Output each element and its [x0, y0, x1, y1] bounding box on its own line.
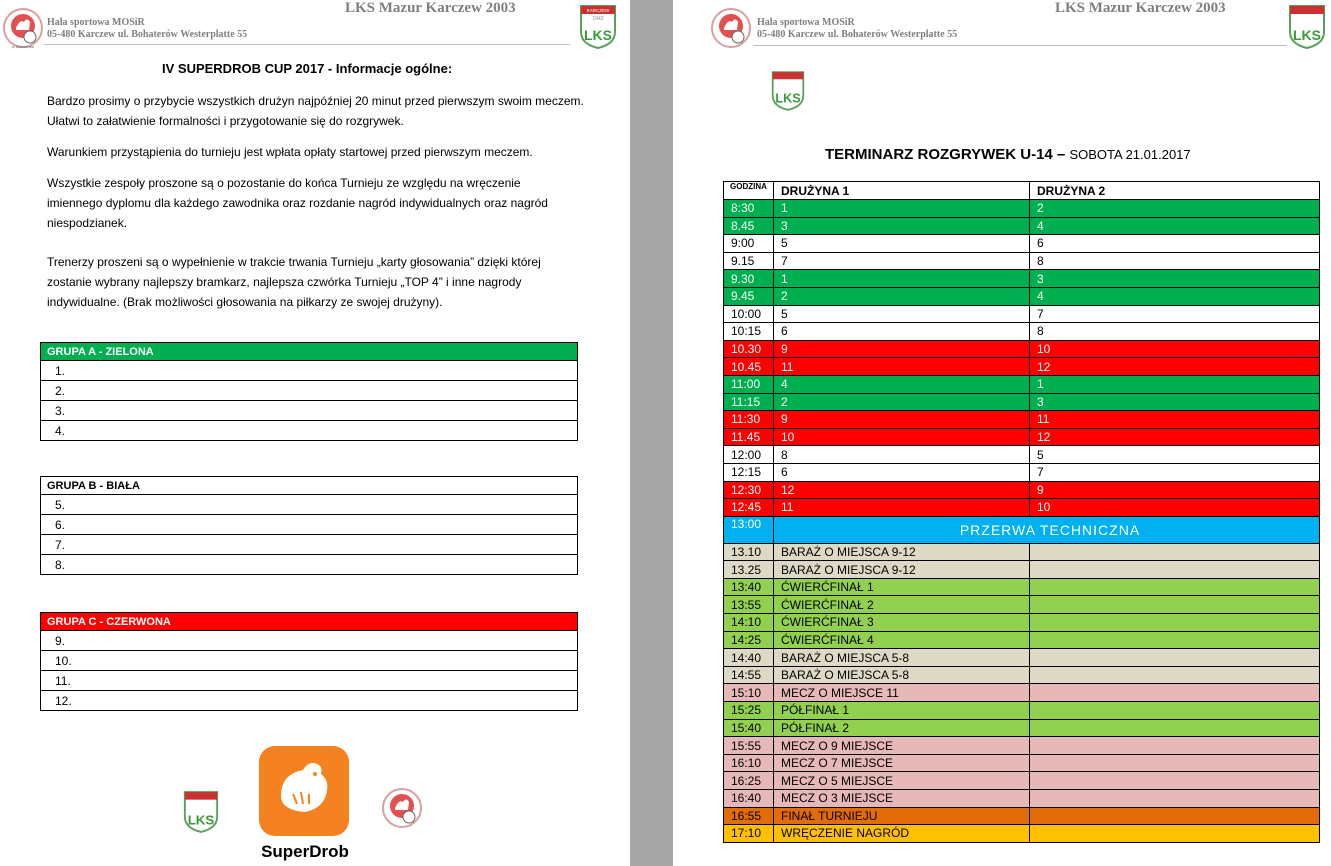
schedule-row [724, 446, 1320, 464]
team1-cell: 1 [774, 200, 1030, 218]
schedule-row [724, 596, 1320, 614]
lks-mazur-logo [182, 790, 220, 834]
team2-cell [1030, 737, 1320, 755]
team2-cell: 6 [1030, 235, 1320, 253]
match-time: 13:00 [724, 516, 774, 543]
match-time: 10:00 [724, 305, 774, 323]
schedule-row [724, 393, 1320, 411]
team2-cell: 7 [1030, 463, 1320, 481]
mosir-crest-logo [711, 6, 751, 50]
group-b-table [40, 476, 578, 575]
svg-text:KARCZEW: KARCZEW [586, 8, 610, 13]
mosir-crest-logo [3, 6, 43, 50]
team2-cell [1030, 631, 1320, 649]
schedule-row [724, 358, 1320, 376]
schedule-row [724, 737, 1320, 755]
group-slot: 12. [41, 691, 578, 711]
team1-cell: 11 [774, 358, 1030, 376]
match-time: 11:30 [724, 411, 774, 429]
match-time: 16:55 [724, 807, 774, 825]
team1-cell: BARAŻ O MIEJSCA 5-8 [774, 649, 1030, 667]
team1-cell: 1 [774, 270, 1030, 288]
match-time: 14:40 [724, 649, 774, 667]
column-header-team1: DRUŻYNA 1 [774, 182, 1030, 200]
team1-cell: MECZ O MIEJSCE 11 [774, 684, 1030, 702]
team1-cell: MECZ O 5 MIEJSCE [774, 772, 1030, 790]
svg-text:LKS: LKS [187, 812, 215, 828]
schedule-row [724, 578, 1320, 596]
schedule-row [724, 235, 1320, 253]
schedule-row [724, 287, 1320, 305]
group-slot: 10. [41, 651, 578, 671]
match-time: 14:55 [724, 666, 774, 684]
schedule-row [724, 499, 1320, 517]
team2-cell: 10 [1030, 499, 1320, 517]
group-a-header: GRUPA A - ZIELONA [41, 343, 578, 361]
venue-name: Hala sportowa MOSiR [47, 17, 145, 28]
lks-mazur-logo [770, 70, 806, 112]
team1-cell: PÓŁFINAŁ 1 [774, 702, 1030, 720]
schedule-row [724, 666, 1320, 684]
team2-cell [1030, 649, 1320, 667]
group-slot: 8. [41, 555, 578, 575]
team1-cell: 4 [774, 375, 1030, 393]
team1-cell: 10 [774, 428, 1030, 446]
match-time: 11.45 [724, 428, 774, 446]
info-paragraph: Trenerzy proszeni są o wypełnienie w trakcie trwania Turnieju „karty głosowania” dzięki której zostanie wybrany najlepszy bramkarz, najlepsza czwórka Turnieju „TOP 4” i inne nagrody indywidualne. (Brak możliwości głosowania na piłkarzy ze swojej drużyny). [47, 255, 541, 309]
column-header-team2: DRUŻYNA 2 [1030, 182, 1320, 200]
team1-cell: 2 [774, 287, 1030, 305]
match-time: 10:15 [724, 323, 774, 341]
match-time: 10.30 [724, 340, 774, 358]
team2-cell [1030, 719, 1320, 737]
schedule-row [724, 340, 1320, 358]
team2-cell: 8 [1030, 323, 1320, 341]
svg-text:1942: 1942 [592, 16, 604, 22]
team2-cell: 3 [1030, 270, 1320, 288]
match-time: 9:00 [724, 235, 774, 253]
schedule-row [724, 481, 1320, 499]
team2-cell [1030, 684, 1320, 702]
schedule-row [724, 217, 1320, 235]
match-time: 16:25 [724, 772, 774, 790]
schedule-row [724, 411, 1320, 429]
superdrob-logo [259, 746, 349, 836]
group-c-table [40, 612, 578, 711]
schedule-row [724, 305, 1320, 323]
lks-mazur-logo [1287, 4, 1327, 50]
schedule-row [724, 684, 1320, 702]
info-title: IV SUPERDROB CUP 2017 - Informacje ogólne: [162, 61, 453, 76]
schedule-row [724, 614, 1320, 632]
group-slot: 11. [41, 671, 578, 691]
team1-cell: 6 [774, 323, 1030, 341]
break-label: PRZERWA TECHNICZNA [774, 516, 1320, 543]
match-time: 16:10 [724, 754, 774, 772]
team2-cell: 5 [1030, 446, 1320, 464]
team2-cell: 8 [1030, 252, 1320, 270]
team1-cell: ĆWIERĆFINAŁ 2 [774, 596, 1030, 614]
team1-cell: ĆWIERĆFINAŁ 3 [774, 614, 1030, 632]
team2-cell [1030, 561, 1320, 579]
match-time: 12:30 [724, 481, 774, 499]
match-time: 9.30 [724, 270, 774, 288]
team2-cell [1030, 790, 1320, 808]
schedule-title [825, 146, 1191, 163]
match-time: 14:10 [724, 614, 774, 632]
org-title: LKS Mazur Karczew 2003 [345, 0, 516, 16]
match-time: 12:15 [724, 463, 774, 481]
schedule-row [724, 807, 1320, 825]
schedule-row [724, 790, 1320, 808]
team2-cell [1030, 825, 1320, 843]
schedule-row [724, 252, 1320, 270]
column-header-time: GODZINA [724, 182, 774, 200]
match-time: 15:25 [724, 702, 774, 720]
group-b-header: GRUPA B - BIAŁA [41, 477, 578, 495]
info-paragraph: Wszystkie zespoły proszone są o pozostanie do końca Turnieju ze względu na wręczenie imiennego dyplomu dla każdego zawodnika oraz rozdanie nagród indywidualnych oraz nagród niespodzianek. [47, 176, 548, 230]
svg-text:LKS: LKS [1293, 27, 1321, 43]
match-time: 12:45 [724, 499, 774, 517]
group-slot: 4. [41, 421, 578, 441]
team2-cell: 2 [1030, 200, 1320, 218]
team2-cell: 1 [1030, 375, 1320, 393]
team1-cell: WRĘCZENIE NAGRÓD [774, 825, 1030, 843]
team2-cell [1030, 807, 1320, 825]
team1-cell: 9 [774, 411, 1030, 429]
schedule-row [724, 631, 1320, 649]
svg-text:LKS: LKS [584, 27, 612, 43]
match-time: 13:40 [724, 578, 774, 596]
team1-cell: 6 [774, 463, 1030, 481]
team1-cell: 9 [774, 340, 1030, 358]
svg-text:LKS: LKS [775, 91, 801, 106]
schedule-title-main: TERMINARZ ROZGRYWEK U-14 – [825, 146, 1066, 163]
team1-cell: 2 [774, 393, 1030, 411]
group-slot: 6. [41, 515, 578, 535]
schedule-row [724, 323, 1320, 341]
team1-cell: MECZ O 9 MIEJSCE [774, 737, 1030, 755]
document-page-info [0, 0, 630, 866]
match-time: 15:55 [724, 737, 774, 755]
schedule-row [724, 463, 1320, 481]
team2-cell [1030, 702, 1320, 720]
team2-cell [1030, 543, 1320, 561]
group-slot: 1. [41, 361, 578, 381]
lks-mazur-logo [578, 4, 618, 50]
schedule-row [724, 649, 1320, 667]
header-rule [753, 45, 1287, 46]
team1-cell: 7 [774, 252, 1030, 270]
team1-cell: BARAŻ O MIEJSCA 5-8 [774, 666, 1030, 684]
schedule-row [724, 754, 1320, 772]
match-time: 13.25 [724, 561, 774, 579]
schedule-row [724, 561, 1320, 579]
group-c-header: GRUPA C - CZERWONA [41, 613, 578, 631]
match-time: 8:30 [724, 200, 774, 218]
team2-cell: 3 [1030, 393, 1320, 411]
schedule-row [724, 516, 1320, 543]
group-slot: 2. [41, 381, 578, 401]
match-time: 16:40 [724, 790, 774, 808]
team1-cell: 5 [774, 305, 1030, 323]
team2-cell: 9 [1030, 481, 1320, 499]
group-slot: 3. [41, 401, 578, 421]
match-time: 10.45 [724, 358, 774, 376]
schedule-row [724, 719, 1320, 737]
match-time: 12:00 [724, 446, 774, 464]
team2-cell: 11 [1030, 411, 1320, 429]
schedule-row [724, 772, 1320, 790]
team2-cell [1030, 614, 1320, 632]
team2-cell: 4 [1030, 217, 1320, 235]
group-slot: 9. [41, 631, 578, 651]
match-time: 17:10 [724, 825, 774, 843]
team1-cell: BARAŻ O MIEJSCA 9-12 [774, 561, 1030, 579]
info-paragraph: Warunkiem przystąpienia do turnieju jest wpłata opłaty startowej przed pierwszym meczem. [47, 145, 533, 159]
schedule-row [724, 375, 1320, 393]
team2-cell [1030, 578, 1320, 596]
match-time: 15:10 [724, 684, 774, 702]
sponsor-name: SuperDrob [261, 842, 349, 861]
document-page-schedule [673, 0, 1331, 866]
team2-cell: 4 [1030, 287, 1320, 305]
schedule-table [723, 181, 1320, 843]
team2-cell [1030, 754, 1320, 772]
org-title: LKS Mazur Karczew 2003 [1055, 0, 1226, 16]
venue-name: Hala sportowa MOSiR [757, 17, 855, 28]
team1-cell: 3 [774, 217, 1030, 235]
svg-text:w Karczewie: w Karczewie [11, 44, 35, 49]
info-paragraph: Bardzo prosimy o przybycie wszystkich drużyn najpóźniej 20 minut przed pierwszym swoim meczem. Ułatwi to załatwienie formalności i przygotowanie się do rozgrywek. [47, 94, 584, 128]
team1-cell: ĆWIERĆFINAŁ 1 [774, 578, 1030, 596]
group-slot: 5. [41, 495, 578, 515]
match-time: 11:15 [724, 393, 774, 411]
venue-address: 05-480 Karczew ul. Bohaterów Westerplatte 55 [757, 29, 958, 40]
match-time: 15:40 [724, 719, 774, 737]
group-slot: 7. [41, 535, 578, 555]
team1-cell: MECZ O 7 MIEJSCE [774, 754, 1030, 772]
match-time: 13.10 [724, 543, 774, 561]
team1-cell: PÓŁFINAŁ 2 [774, 719, 1030, 737]
mosir-crest-logo [382, 786, 422, 830]
team2-cell: 12 [1030, 428, 1320, 446]
match-time: 11:00 [724, 375, 774, 393]
team2-cell: 10 [1030, 340, 1320, 358]
match-time: 14:25 [724, 631, 774, 649]
schedule-row [724, 543, 1320, 561]
header-rule [44, 44, 570, 45]
schedule-row [724, 270, 1320, 288]
team2-cell [1030, 772, 1320, 790]
team2-cell: 12 [1030, 358, 1320, 376]
team1-cell: MECZ O 3 MIEJSCE [774, 790, 1030, 808]
match-time: 8.45 [724, 217, 774, 235]
schedule-row [724, 200, 1320, 218]
group-a-table [40, 342, 578, 441]
schedule-date: SOBOTA 21.01.2017 [1069, 147, 1191, 162]
team2-cell: 7 [1030, 305, 1320, 323]
team1-cell: FINAŁ TURNIEJU [774, 807, 1030, 825]
schedule-row [724, 702, 1320, 720]
match-time: 9.45 [724, 287, 774, 305]
team2-cell [1030, 666, 1320, 684]
team1-cell: BARAŻ O MIEJSCA 9-12 [774, 543, 1030, 561]
team1-cell: 12 [774, 481, 1030, 499]
team1-cell: 8 [774, 446, 1030, 464]
venue-address: 05-480 Karczew ul. Bohaterów Westerplatte 55 [47, 29, 248, 40]
team1-cell: 11 [774, 499, 1030, 517]
match-time: 13:55 [724, 596, 774, 614]
schedule-row [724, 825, 1320, 843]
match-time: 9.15 [724, 252, 774, 270]
team2-cell [1030, 596, 1320, 614]
team1-cell: ĆWIERĆFINAŁ 4 [774, 631, 1030, 649]
schedule-row [724, 428, 1320, 446]
team1-cell: 5 [774, 235, 1030, 253]
